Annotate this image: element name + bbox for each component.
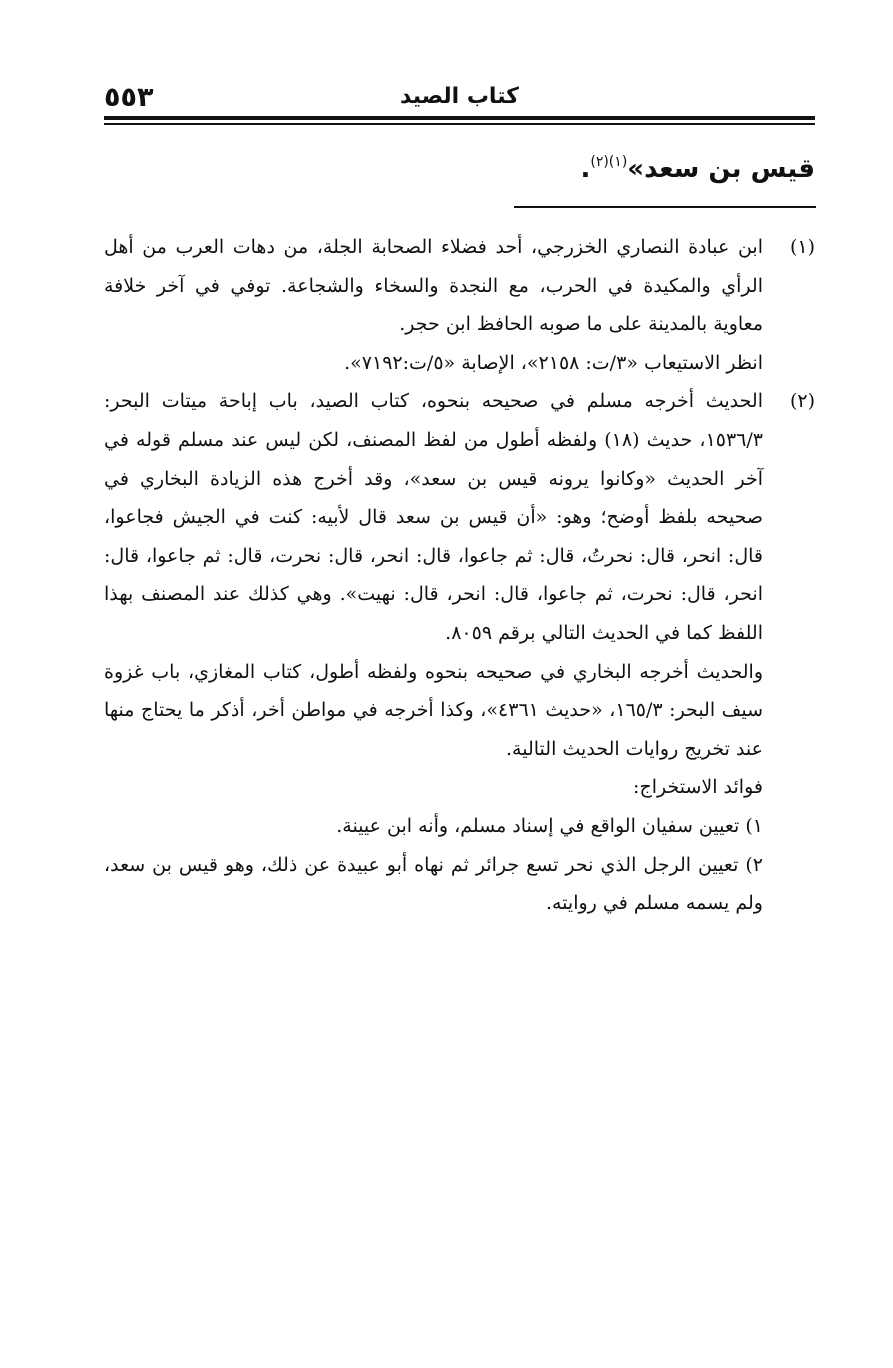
footnote-markers: (١)(٢) (590, 154, 628, 170)
benefits-heading: فوائد الاستخراج: (633, 776, 763, 799)
header-rule-thick (104, 116, 815, 120)
main-text-body: قيس بن سعد» (627, 154, 815, 184)
footnote-paragraph: ابن عبادة النصاري الخزرجي، أحد فضلاء الصحابة الجلة، من دهات العرب من أهل الرأي والمكيدة في الحرب، مع النجدة والسخاء والشجاعة. توفي في آخر خلافة معاوية بالمدينة على ما صوبه الحافظ ابن حجر. (104, 236, 763, 336)
footnote-number: (١) (789, 236, 815, 258)
footnote-number: (٢) (789, 390, 815, 413)
page-header (104, 78, 815, 118)
footnote-2 (104, 382, 815, 652)
footnote-paragraph: الحديث أخرجه مسلم في صحيحه بنحوه، كتاب الصيد، باب إباحة ميتات البحر: ١٥٣٦/٣، حديث (١٨) ولفظه أطول من لفظ المصنف، لكن ليس عند مسلم قوله في آخر الحديث «وكانوا يرونه قيس بن سعد»، وقد أخرج هذه الزيادة البخاري في صحيحه بلفظ أوضح؛ وهو: «أن قيس بن سعد قال لأبيه: كنت في الجيش فجاعوا، قال: انحر، قال: نحرتُ، قال: ثم جاعوا، قال: انحر، قال: نحرت، قال: ثم جاعوا، قال: انحر، قال: نحرت، ثم جاعوا، قال: انحر، قال: نهيت». وهي كذلك عند المصنف بهذا اللفظ كما في الحديث التالي برقم ٨٠٥٩. (104, 390, 763, 644)
running-title: كتاب الصيد (400, 84, 519, 109)
footnote-1 (104, 228, 815, 382)
footnotes (104, 228, 815, 923)
benefit-item: ٢) تعيين الرجل الذي نحر تسع جرائر ثم نهاه أبو عبيدة عن ذلك، وهو قيس بن سعد، ولم يسمه مسلم في روايته. (104, 853, 763, 915)
footnote-separator (514, 206, 816, 208)
benefit-item: ١) تعيين سفيان الواقع في إسناد مسلم، وأنه ابن عيينة. (336, 814, 763, 837)
footnote-2-continuation (104, 653, 815, 923)
footnote-paragraph: انظر الاستيعاب «٣/ت: ٢١٥٨»، الإصابة «٥/ت:٧١٩٢». (344, 351, 763, 374)
page-number: ٥٥٣ (104, 82, 154, 113)
header-rule-thin (104, 123, 815, 125)
main-text (104, 140, 815, 191)
continuation-paragraph: والحديث أخرجه البخاري في صحيحه بنحوه ولفظه أطول، كتاب المغازي، باب غزوة سيف البحر: ١٦٥/٣، «حديث ٤٣٦١»، وكذا أخرجه في مواطن أخر، أذكر ما يحتاج منها عند تخريج روايات الحديث التالية. (104, 660, 763, 760)
main-text-tail: . (580, 154, 591, 184)
